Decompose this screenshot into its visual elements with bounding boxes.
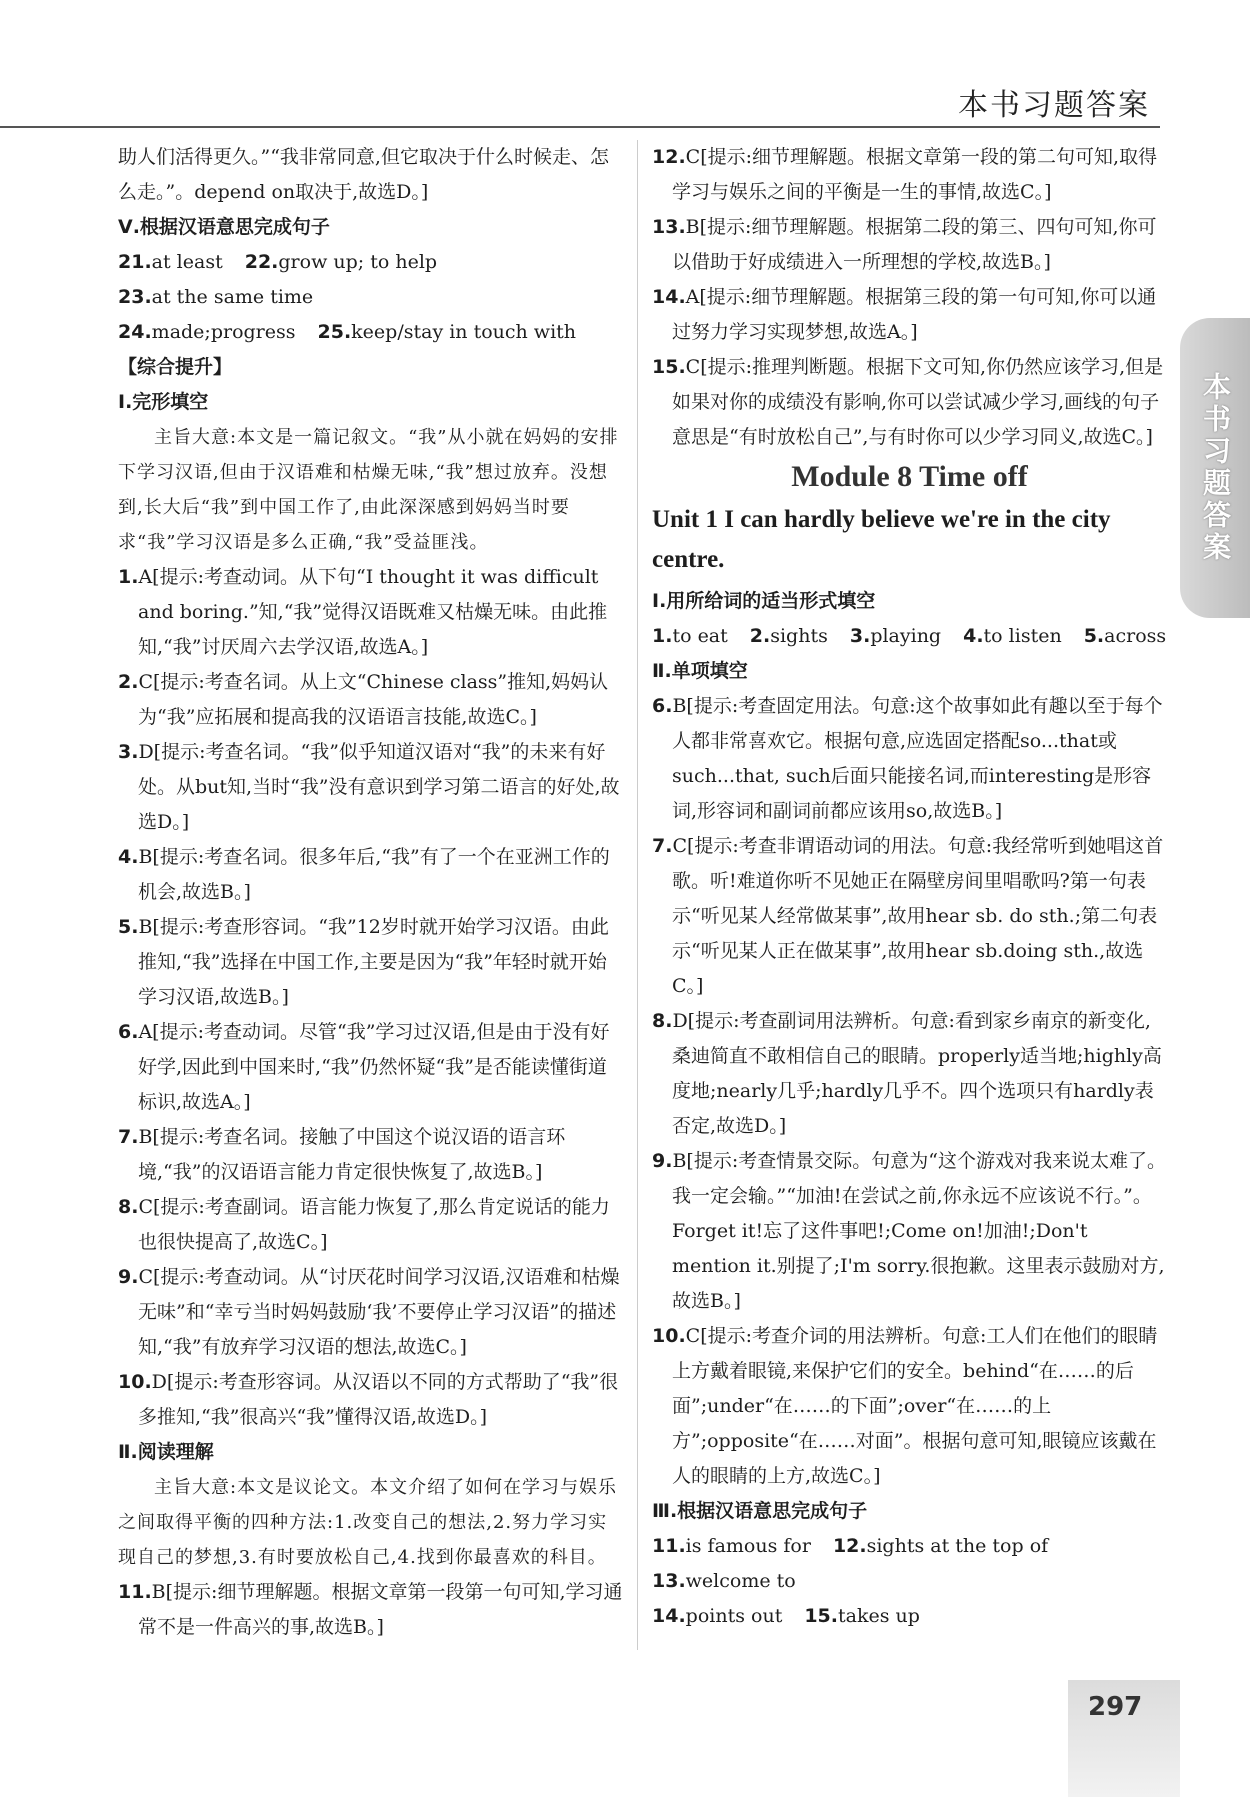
answer-item: 12.C[提示:细节理解题。根据文章第一段的第二句可知,取得学习与娱乐之间的平衡是一生的事情,故选C。] <box>652 146 1158 203</box>
answer-item: 3.D[提示:考查名词。“我”似乎知道汉语对“我”的未来有好处。从but知,当时“我”没有意识到学习第二语言的好处,故选D。] <box>118 741 620 833</box>
continued-answer: 助人们活得更久。”“我非常同意,但它取决于什么时候走、怎么走。”。depend on取决于,故选D。] <box>118 146 609 203</box>
answer-item: 13.welcome to <box>652 1570 796 1592</box>
answer-item: 1.to eat <box>652 625 728 647</box>
answer-item: 9.B[提示:考查情景交际。句意为“这个游戏对我来说太难了。我一定会输。”“加油!在尝试之前,你永远不应该说不行。”。Forget it!忘了这件事吧!;Come on!加油!;Don't mention it.别提了;I'm sorry.很抱歉。这里表示鼓励对方,故选B。] <box>652 1150 1166 1312</box>
answer-row <box>118 245 623 315</box>
answer-item: 25.keep/stay in touch with <box>317 321 577 343</box>
answer-item: 8.D[提示:考查副词用法辨析。句意:看到家乡南京的新变化,桑迪简直不敢相信自己的眼睛。properly适当地;highly高度地;nearly几乎;hardly几乎不。四个选项只有hardly表否定,故选D。] <box>652 1010 1162 1137</box>
answer-item: 6.A[提示:考查动词。尽管“我”学习过汉语,但是由于没有好好学,因此到中国来时,“我”仍然怀疑“我”是否能读懂街道标识,故选A。] <box>118 1021 610 1113</box>
answer-row <box>652 1599 1167 1634</box>
section-title: Ⅲ.根据汉语意思完成句子 <box>652 1500 868 1522</box>
module-title: Module 8 Time off <box>791 460 1028 493</box>
answer-item: 5.across <box>1083 625 1167 647</box>
answer-item: 4.B[提示:考查名词。很多年后,“我”有了一个在亚洲工作的机会,故选B。] <box>118 846 610 903</box>
answer-item: 2.C[提示:考查名词。从上文“Chinese class”推知,妈妈认为“我”应拓展和提高我的汉语语言技能,故选C。] <box>118 671 609 728</box>
answer-item: 7.C[提示:考查非谓语动词的用法。句意:我经常听到她唱这首歌。听!难道你听不见她正在隔壁房间里唱歌吗?第一句表示“听见某人经常做某事”,故用hear sb. do sth.;第二句表示“听见某人正在做某事”,故用hear sb.doing sth.,故选C。] <box>652 835 1164 997</box>
cloze-summary: 主旨大意:本文是一篇记叙文。“我”从小就在妈妈的安排下学习汉语,但由于汉语难和枯燥无味,“我”想过放弃。没想到,长大后“我”到中国工作了,由此深深感到妈妈当时要求“我”学习汉语是多么正确,“我”受益匪浅。 <box>118 427 619 553</box>
answer-item: 12.sights at the top of <box>832 1535 1049 1557</box>
column-divider <box>637 140 638 1650</box>
answer-item: 10.D[提示:考查形容词。从汉语以不同的方式帮助了“我”很多推知,“我”很高兴“我”懂得汉语,故选D。] <box>118 1371 619 1428</box>
answer-item: 22.grow up; to help <box>244 251 438 273</box>
answer-item: 3.playing <box>849 625 942 647</box>
answer-row <box>652 1529 1167 1599</box>
answer-item: 24.made;progress <box>118 321 296 343</box>
answer-item: 2.sights <box>749 625 828 647</box>
header-title: 本书习题答案 <box>958 88 1150 123</box>
answer-item: 1.A[提示:考查动词。从下句“I thought it was difficult and boring.”知,“我”觉得汉语既难又枯燥无味。由此推知,“我”讨厌周六去学汉语,故选A。] <box>118 566 608 658</box>
answer-item: 5.B[提示:考查形容词。“我”12岁时就开始学习汉语。由此推知,“我”选择在中国工作,主要是因为“我”年轻时就开始学习汉语,故选B。] <box>118 916 609 1008</box>
answer-item: 11.is famous for <box>652 1535 811 1557</box>
answer-item: 14.A[提示:细节理解题。根据第三段的第一句可知,你可以通过努力学习实现梦想,故选A。] <box>652 286 1157 343</box>
answer-item: 9.C[提示:考查动词。从“讨厌花时间学习汉语,汉语难和枯燥无味”和“幸亏当时妈妈鼓励‘我’不要停止学习汉语”的描述知,“我”有放弃学习汉语的想法,故选C。] <box>118 1266 620 1358</box>
answer-item: 15.takes up <box>804 1605 920 1627</box>
answer-item: 23.at the same time <box>118 286 314 308</box>
answer-row <box>652 619 1167 654</box>
section-title: Ⅱ.阅读理解 <box>118 1441 214 1463</box>
answer-item: 21.at least <box>118 251 223 273</box>
section-title: Ⅴ.根据汉语意思完成句子 <box>118 216 330 238</box>
answer-item: 10.C[提示:考查介词的用法辨析。句意:工人们在他们的眼睛上方戴着眼镜,来保护它们的安全。behind“在……的后面”;under“在……的下面”;over“在……的上方”;opposite“在……对面”。根据句意可知,眼镜应该戴在人的眼睛的上方,故选C。] <box>652 1325 1158 1487</box>
unit-title: Unit 1 I can hardly believe we're in the city centre. <box>652 506 1111 573</box>
answer-item: 6.B[提示:考查固定用法。句意:这个故事如此有趣以至于每个人都非常喜欢它。根据句意,应选固定搭配so...that或such...that, such后面只能接名词,而interesting是形容词,形容词和副词前都应该用so,故选B。] <box>652 695 1163 822</box>
section-title: Ⅰ.完形填空 <box>118 391 209 413</box>
section-heading-zonghe: 【综合提升】 <box>118 356 233 378</box>
answer-item: 4.to listen <box>963 625 1062 647</box>
section-title: Ⅰ.用所给词的适当形式填空 <box>652 590 876 612</box>
reading-summary: 主旨大意:本文是议论文。本文介绍了如何在学习与娱乐之间取得平衡的四种方法:1.改变自己的想法,2.努力学习实现自己的梦想,3.有时要放松自己,4.找到你最喜欢的科目。 <box>118 1477 618 1568</box>
page-number: 297 <box>1088 1692 1143 1722</box>
left-column <box>118 140 623 1645</box>
answer-item: 14.points out <box>652 1605 783 1627</box>
header-divider <box>0 126 1160 128</box>
answer-item: 15.C[提示:推理判断题。根据下文可知,你仍然应该学习,但是如果对你的成绩没有影响,你可以尝试减少学习,画线的句子意思是“有时放松自己”,与有时你可以少学习同义,故选C。] <box>652 356 1164 448</box>
answer-item: 11.B[提示:细节理解题。根据文章第一段第一句可知,学习通常不是一件高兴的事,故选B。] <box>118 1581 623 1638</box>
answer-item: 7.B[提示:考查名词。接触了中国这个说汉语的语言环境,“我”的汉语语言能力肯定很快恢复了,故选B。] <box>118 1126 566 1183</box>
side-tab-label: 本书习题答案 <box>1199 372 1232 564</box>
answer-item: 8.C[提示:考查副词。语言能力恢复了,那么肯定说话的能力也很快提高了,故选C。] <box>118 1196 610 1253</box>
side-tab <box>1180 318 1250 618</box>
section-title: Ⅱ.单项填空 <box>652 660 748 682</box>
answer-row <box>118 315 623 350</box>
answer-item: 13.B[提示:细节理解题。根据第二段的第三、四句可知,你可以借助于好成绩进入一所理想的学校,故选B。] <box>652 216 1157 273</box>
right-column <box>652 140 1167 1634</box>
